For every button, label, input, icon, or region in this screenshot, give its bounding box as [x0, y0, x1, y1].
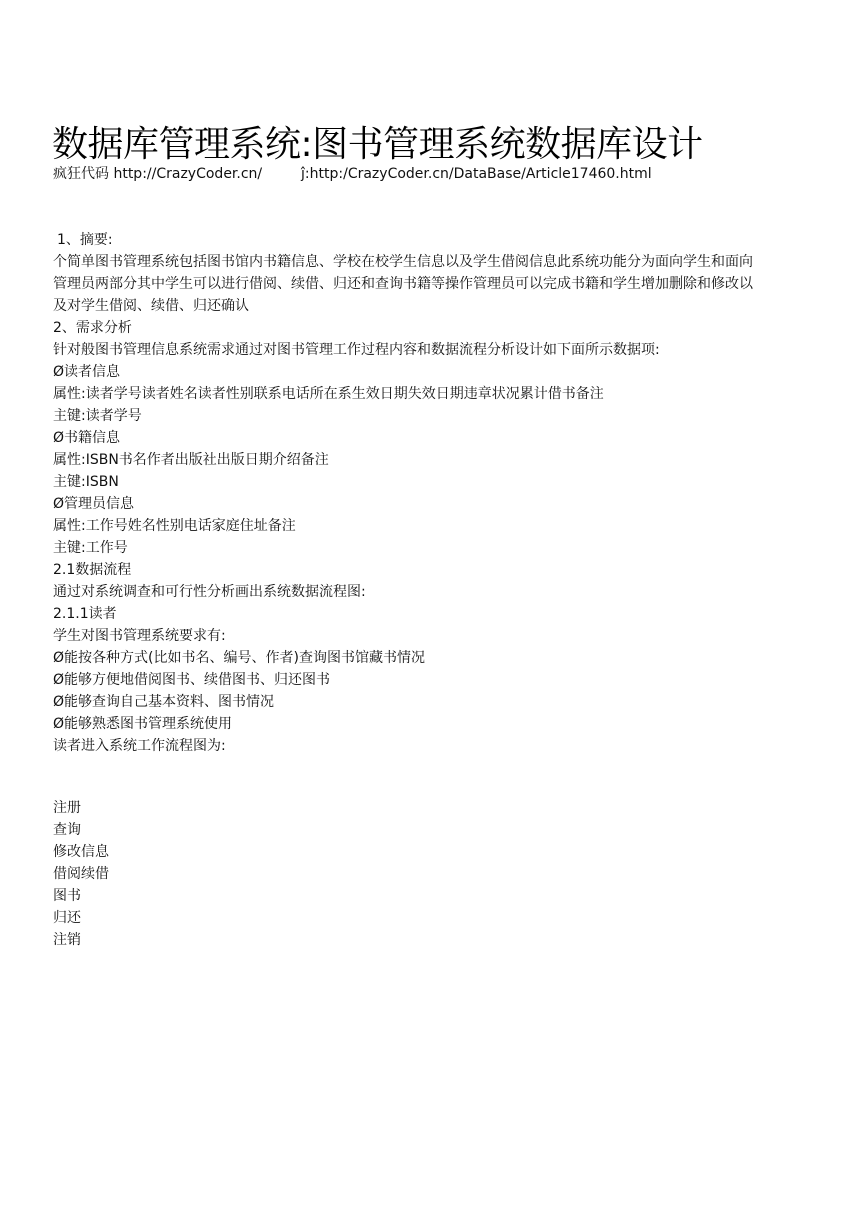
page-title: 数据库管理系统:图书管理系统数据库设计: [52, 124, 703, 165]
flow-item: 借阅续借: [53, 866, 109, 882]
admin-info-heading: Ø管理员信息: [53, 496, 135, 512]
book-primary-key: 主键:ISBN: [53, 474, 119, 490]
flow-list: [53, 797, 109, 951]
requirement-item: Ø能够方便地借阅图书、续借图书、归还图书: [53, 672, 331, 688]
requirements-intro: 针对般图书管理信息系统需求通过对图书管理工作过程内容和数据流程分析设计如下面所示数据项:: [53, 342, 660, 358]
site-url: http://CrazyCoder.cn/: [113, 166, 263, 182]
flow-item: 图书: [53, 888, 81, 904]
dataflow-intro: 通过对系统调查和可行性分析画出系统数据流程图:: [53, 584, 366, 600]
summary-text: 个简单图书管理系统包括图书馆内书籍信息、学校在校学生信息以及学生借阅信息此系统功能分为面向学生和面向管理员两部分其中学生可以进行借阅、续借、归还和查询书籍等操作管理员可以完成书籍和学生增加删除和修改以及对学生借阅、续借、归还确认: [53, 254, 753, 314]
dataflow-heading: 2.1数据流程: [53, 562, 132, 578]
summary-heading: 1、摘要:: [57, 232, 113, 248]
requirement-item: Ø能够熟悉图书管理系统使用: [53, 716, 233, 732]
reader-info-heading: Ø读者信息: [53, 364, 121, 380]
source-line: [53, 165, 652, 183]
requirement-item: Ø能按各种方式(比如书名、编号、作者)查询图书馆藏书情况: [53, 650, 425, 666]
student-requirements-intro: 学生对图书管理系统要求有:: [53, 628, 226, 644]
book-attributes: 属性:ISBN书名作者出版社出版日期介绍备注: [53, 452, 329, 468]
flow-item: 修改信息: [53, 844, 109, 860]
book-info-heading: Ø书籍信息: [53, 430, 121, 446]
article-link: ĵ:http:/CrazyCoder.cn/DataBase/Article17460.html: [301, 166, 652, 182]
flow-item: 注销: [53, 932, 81, 948]
admin-attributes: 属性:工作号姓名性别电话家庭住址备注: [53, 518, 296, 534]
reader-attributes: 属性:读者学号读者姓名读者性别联系电话所在系生效日期失效日期违章状况累计借书备注: [53, 386, 604, 402]
flow-item: 查询: [53, 822, 81, 838]
site-label: 疯狂代码: [53, 166, 109, 182]
requirement-item: Ø能够查询自己基本资料、图书情况: [53, 694, 275, 710]
flow-intro: 读者进入系统工作流程图为:: [53, 738, 226, 754]
flow-item: 注册: [53, 800, 81, 816]
requirements-heading: 2、需求分析: [53, 320, 132, 336]
reader-primary-key: 主键:读者学号: [53, 408, 142, 424]
flow-item: 归还: [53, 910, 81, 926]
reader-section-heading: 2.1.1读者: [53, 606, 117, 622]
article-body: [53, 229, 763, 757]
admin-primary-key: 主键:工作号: [53, 540, 128, 556]
